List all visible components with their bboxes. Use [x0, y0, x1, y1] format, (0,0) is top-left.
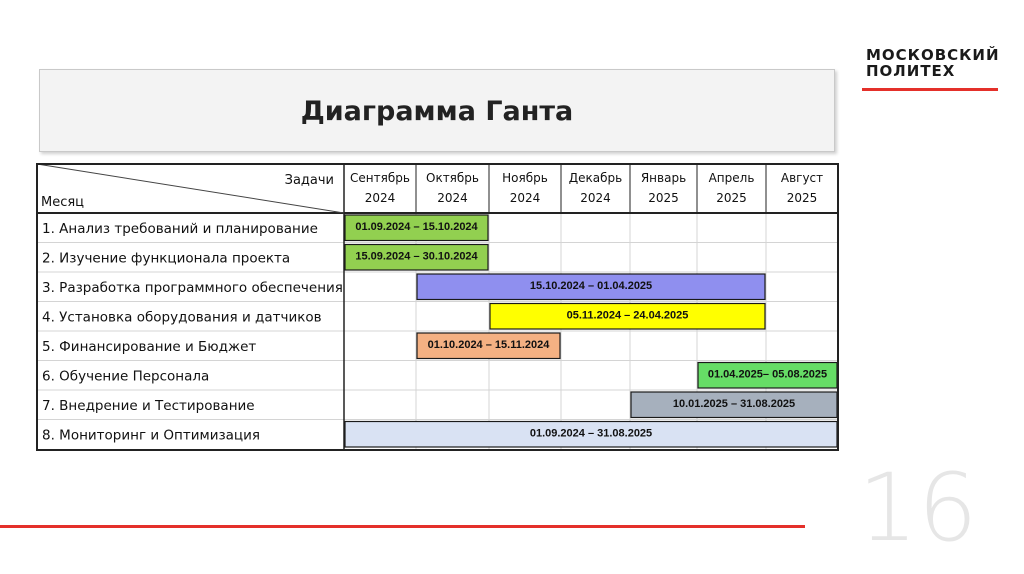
task-label: 7. Внедрение и Тестирование — [42, 398, 255, 414]
bottom-accent-bar — [0, 525, 805, 528]
header-tasks-label: Задачи — [284, 173, 334, 188]
month-label: Ноябрь — [502, 171, 548, 185]
month-label: Апрель — [708, 171, 755, 185]
year-label: 2025 — [786, 191, 818, 205]
year-label: 2024 — [509, 191, 541, 205]
task-bar-label: 01.09.2024 – 15.10.2024 — [355, 221, 478, 233]
task-bar-label: 05.11.2024 – 24.04.2025 — [566, 309, 689, 322]
year-label: 2024 — [364, 191, 396, 205]
month-label: Январь — [640, 171, 687, 185]
month-label: Декабрь — [568, 171, 623, 185]
task-label: 1. Анализ требований и планирование — [42, 221, 318, 237]
task-label: 2. Изучение функционала проекта — [42, 250, 291, 267]
task-label: 5. Финансирование и Бюджет — [42, 339, 257, 355]
year-label: 2025 — [716, 191, 747, 205]
logo-line-2: ПОЛИТЕХ — [866, 62, 956, 80]
month-label: Август — [780, 171, 824, 185]
year-label: 2025 — [648, 191, 679, 205]
header-month-label: Месяц — [41, 195, 85, 210]
task-bar-label: 01.04.2025– 05.08.2025 — [707, 368, 828, 381]
task-bar-label: 10.01.2025 – 31.08.2025 — [672, 398, 796, 410]
task-bar-label: 01.10.2024 – 15.11.2024 — [427, 339, 550, 351]
month-label: Сентябрь — [350, 171, 410, 185]
task-bar-label: 15.09.2024 – 30.10.2024 — [355, 250, 478, 263]
logo-line-1: МОСКОВСКИЙ — [866, 46, 1000, 64]
page-number: 16 — [858, 454, 978, 563]
slide-title: Диаграмма Ганта — [300, 96, 574, 127]
task-label: 3. Разработка программного обеспечения — [42, 280, 343, 296]
month-label: Октябрь — [426, 171, 479, 185]
year-label: 2024 — [437, 191, 468, 205]
task-bar-label: 01.09.2024 – 31.08.2025 — [529, 427, 653, 440]
task-label: 6. Обучение Персонала — [42, 368, 210, 385]
task-bar-label: 15.10.2024 – 01.04.2025 — [529, 280, 653, 292]
task-label: 8. Мониторинг и Оптимизация — [42, 427, 261, 444]
task-label: 4. Установка оборудования и датчиков — [42, 309, 322, 326]
year-label: 2024 — [580, 191, 611, 205]
